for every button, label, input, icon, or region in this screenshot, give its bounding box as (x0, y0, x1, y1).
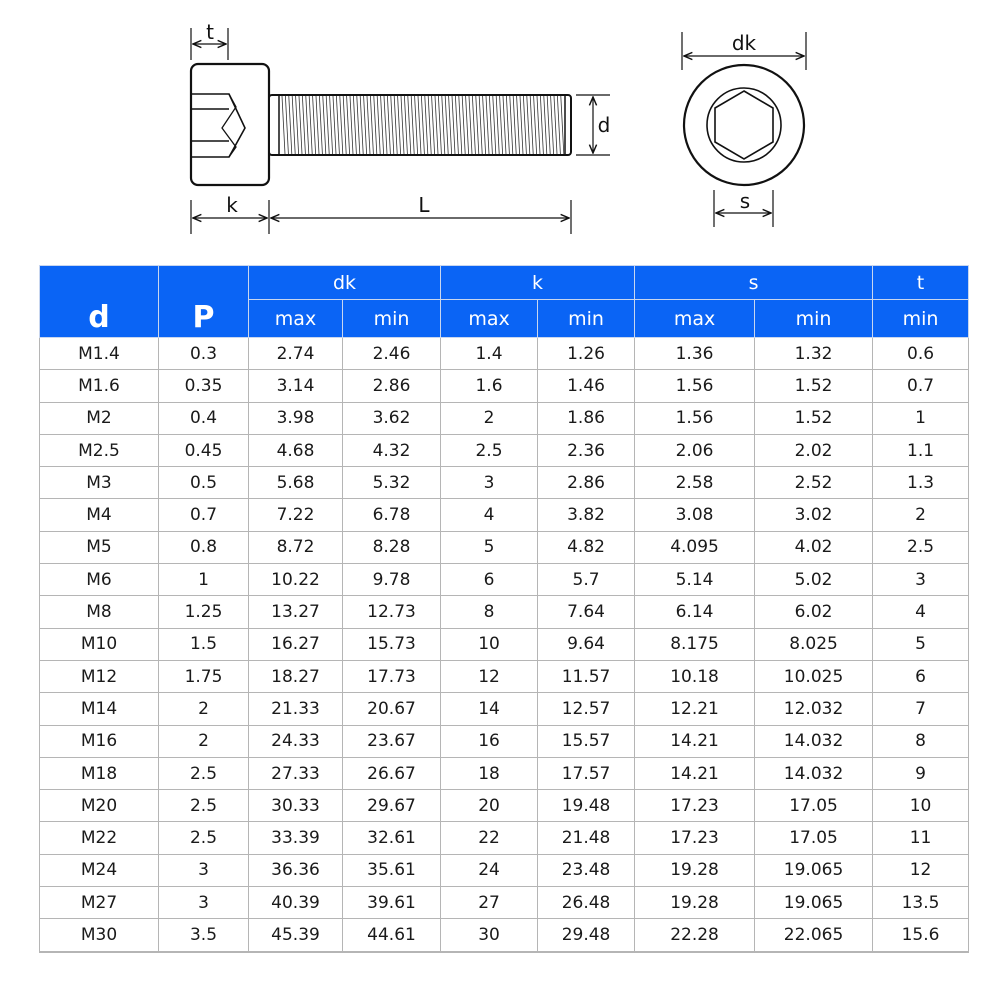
table-cell: 11 (873, 822, 969, 854)
table-cell: 32.61 (343, 822, 441, 854)
table-cell: 14 (441, 693, 538, 725)
table-row (40, 887, 969, 919)
table-row (40, 596, 969, 628)
dim-label-L: L (418, 193, 430, 217)
table-cell: 4.02 (755, 531, 873, 563)
table-cell: M1.4 (40, 338, 159, 370)
table-cell: 2.5 (159, 757, 249, 789)
table-cell: 3.14 (249, 370, 343, 402)
table-cell: 23.48 (538, 854, 635, 886)
table-cell: 40.39 (249, 887, 343, 919)
table-cell: M30 (40, 919, 159, 952)
table-cell: 27 (441, 887, 538, 919)
table-cell: 10 (873, 790, 969, 822)
table-cell: 4 (873, 596, 969, 628)
table-cell: 2.86 (538, 467, 635, 499)
table-cell: 5.02 (755, 564, 873, 596)
table-cell: 0.3 (159, 338, 249, 370)
header-dk: dk (249, 266, 441, 300)
table-cell: 2.36 (538, 434, 635, 466)
table-cell: 1.32 (755, 338, 873, 370)
table-cell: 3.5 (159, 919, 249, 952)
table-cell: 4 (441, 499, 538, 531)
table-cell: 1.3 (873, 467, 969, 499)
table-cell: 5.32 (343, 467, 441, 499)
table-cell: 17.57 (538, 757, 635, 789)
table-cell: M1.6 (40, 370, 159, 402)
table-cell: 5 (441, 531, 538, 563)
table-cell: 19.065 (755, 854, 873, 886)
table-cell: 19.48 (538, 790, 635, 822)
table-cell: 2.5 (159, 822, 249, 854)
table-cell: 3.82 (538, 499, 635, 531)
table-row (40, 854, 969, 886)
table-cell: 0.4 (159, 402, 249, 434)
table-cell: 3 (873, 564, 969, 596)
table-cell: 21.33 (249, 693, 343, 725)
table-cell: 13.27 (249, 596, 343, 628)
table-cell: 8 (873, 725, 969, 757)
table-cell: 3.62 (343, 402, 441, 434)
table-cell: 13.5 (873, 887, 969, 919)
table-cell: 12.21 (635, 693, 755, 725)
table-cell: 1.86 (538, 402, 635, 434)
table-cell: 3.98 (249, 402, 343, 434)
table-cell: 10.22 (249, 564, 343, 596)
table-cell: 10.025 (755, 660, 873, 692)
table-cell: 15.73 (343, 628, 441, 660)
header-k: k (441, 266, 635, 300)
table-cell: 1.1 (873, 434, 969, 466)
table-cell: M22 (40, 822, 159, 854)
table-row (40, 660, 969, 692)
table-cell: 1.56 (635, 402, 755, 434)
table-cell: 29.48 (538, 919, 635, 952)
table-cell: 8.28 (343, 531, 441, 563)
table-cell: 26.67 (343, 757, 441, 789)
dim-label-dk: dk (731, 31, 757, 55)
table-row (40, 757, 969, 789)
bolt-drawing (0, 0, 1000, 250)
table-row (40, 790, 969, 822)
table-cell: 14.032 (755, 725, 873, 757)
table-cell: 6.02 (755, 596, 873, 628)
table-cell: M2.5 (40, 434, 159, 466)
table-cell: M24 (40, 854, 159, 886)
table-cell: 18.27 (249, 660, 343, 692)
table-cell: 2 (159, 725, 249, 757)
table-cell: 8.72 (249, 531, 343, 563)
table-cell: 12 (873, 854, 969, 886)
table-cell: 2 (873, 499, 969, 531)
table-cell: 26.48 (538, 887, 635, 919)
table-cell: 5 (873, 628, 969, 660)
table-cell: 39.61 (343, 887, 441, 919)
table-cell: M6 (40, 564, 159, 596)
header-t-min: min (873, 300, 969, 338)
table-cell: 36.36 (249, 854, 343, 886)
table-cell: 3.08 (635, 499, 755, 531)
table-cell: 1 (159, 564, 249, 596)
bolt-spec-table (39, 265, 969, 953)
table-cell: 1.56 (635, 370, 755, 402)
dim-label-d: d (597, 113, 611, 137)
header-t: t (873, 266, 969, 300)
table-cell: 7.64 (538, 596, 635, 628)
table-cell: 22.28 (635, 919, 755, 952)
table-cell: M12 (40, 660, 159, 692)
table-cell: 0.5 (159, 467, 249, 499)
table-cell: 6.78 (343, 499, 441, 531)
table-cell: 35.61 (343, 854, 441, 886)
table-cell: M18 (40, 757, 159, 789)
header-s-min: min (755, 300, 873, 338)
table-row (40, 467, 969, 499)
table-cell: 30.33 (249, 790, 343, 822)
table-cell: 0.7 (159, 499, 249, 531)
table-cell: 20 (441, 790, 538, 822)
table-cell: 1.4 (441, 338, 538, 370)
table-cell: 29.67 (343, 790, 441, 822)
header-k-min: min (538, 300, 635, 338)
table-cell: 1.5 (159, 628, 249, 660)
table-cell: 6 (441, 564, 538, 596)
table-cell: 8.175 (635, 628, 755, 660)
table-row (40, 822, 969, 854)
table-cell: 3 (441, 467, 538, 499)
table-cell: 18 (441, 757, 538, 789)
table-cell: 19.28 (635, 854, 755, 886)
table-cell: 4.82 (538, 531, 635, 563)
table-cell: 0.45 (159, 434, 249, 466)
header-dk-min: min (343, 300, 441, 338)
table-cell: M3 (40, 467, 159, 499)
dim-label-t: t (206, 20, 214, 44)
table-cell: 12.57 (538, 693, 635, 725)
table-cell: 17.23 (635, 822, 755, 854)
table-cell: M14 (40, 693, 159, 725)
table-cell: 8 (441, 596, 538, 628)
table-cell: 24.33 (249, 725, 343, 757)
table-cell: 33.39 (249, 822, 343, 854)
table-cell: 1.75 (159, 660, 249, 692)
table-cell: 2.06 (635, 434, 755, 466)
table-cell: 10.18 (635, 660, 755, 692)
table-row (40, 919, 969, 952)
table-cell: 17.05 (755, 790, 873, 822)
table-cell: 17.05 (755, 822, 873, 854)
table-cell: 2.5 (441, 434, 538, 466)
table-cell: 8.025 (755, 628, 873, 660)
table-row (40, 338, 969, 370)
socket-head-side-view (191, 20, 610, 234)
table-cell: 44.61 (343, 919, 441, 952)
table-row (40, 402, 969, 434)
table-cell: 14.21 (635, 725, 755, 757)
table-cell: 2.02 (755, 434, 873, 466)
table-cell: 20.67 (343, 693, 441, 725)
table-cell: 5.68 (249, 467, 343, 499)
table-cell: 24 (441, 854, 538, 886)
table-cell: 16.27 (249, 628, 343, 660)
table-cell: 5.7 (538, 564, 635, 596)
table-cell: 1 (873, 402, 969, 434)
table-cell: 15.57 (538, 725, 635, 757)
table-row (40, 370, 969, 402)
table-cell: M4 (40, 499, 159, 531)
table-cell: 1.6 (441, 370, 538, 402)
dim-label-k: k (226, 193, 238, 217)
table-cell: 0.8 (159, 531, 249, 563)
table-cell: 14.032 (755, 757, 873, 789)
table-cell: 1.46 (538, 370, 635, 402)
table-cell: 10 (441, 628, 538, 660)
table-cell: 3 (159, 854, 249, 886)
table-cell: M27 (40, 887, 159, 919)
table-cell: 19.065 (755, 887, 873, 919)
table-cell: 22 (441, 822, 538, 854)
table-row (40, 693, 969, 725)
table-cell: 7 (873, 693, 969, 725)
table-cell: 9.64 (538, 628, 635, 660)
table-cell: 1.52 (755, 402, 873, 434)
table-cell: 2.58 (635, 467, 755, 499)
table-cell: 12 (441, 660, 538, 692)
dim-label-s: s (739, 189, 751, 213)
table-cell: 9 (873, 757, 969, 789)
table-cell: 27.33 (249, 757, 343, 789)
table-cell: 5.14 (635, 564, 755, 596)
table-cell: 23.67 (343, 725, 441, 757)
socket-head-top-view (682, 31, 806, 227)
table-cell: 2 (159, 693, 249, 725)
table-cell: 3 (159, 887, 249, 919)
table-cell: M8 (40, 596, 159, 628)
table-cell: 6 (873, 660, 969, 692)
table-row (40, 725, 969, 757)
table-cell: 12.032 (755, 693, 873, 725)
table-cell: 14.21 (635, 757, 755, 789)
table-row (40, 499, 969, 531)
table-cell: 4.095 (635, 531, 755, 563)
table-cell: 16 (441, 725, 538, 757)
table-cell: 21.48 (538, 822, 635, 854)
header-dk-max: max (249, 300, 343, 338)
table-cell: M16 (40, 725, 159, 757)
table-row (40, 564, 969, 596)
table-cell: 0.7 (873, 370, 969, 402)
table-cell: 2.74 (249, 338, 343, 370)
table-cell: 1.25 (159, 596, 249, 628)
table-cell: 6.14 (635, 596, 755, 628)
table-cell: 2.46 (343, 338, 441, 370)
table-cell: 17.23 (635, 790, 755, 822)
table-cell: 2.52 (755, 467, 873, 499)
table-cell: M5 (40, 531, 159, 563)
table-cell: 4.32 (343, 434, 441, 466)
header-k-max: max (441, 300, 538, 338)
table-cell: M2 (40, 402, 159, 434)
table-row (40, 434, 969, 466)
table-row (40, 628, 969, 660)
table-cell: 4.68 (249, 434, 343, 466)
table-cell: 11.57 (538, 660, 635, 692)
table-cell: 2.86 (343, 370, 441, 402)
header-d: d (40, 266, 159, 338)
table-cell: 17.73 (343, 660, 441, 692)
table-cell: 19.28 (635, 887, 755, 919)
table-cell: 45.39 (249, 919, 343, 952)
table-cell: M20 (40, 790, 159, 822)
table-cell: 2.5 (873, 531, 969, 563)
bolt-diagram (0, 0, 1000, 250)
table-cell: 0.35 (159, 370, 249, 402)
table-body (40, 338, 969, 952)
header-s: s (635, 266, 873, 300)
table-cell: 12.73 (343, 596, 441, 628)
table-cell: 2.5 (159, 790, 249, 822)
table-cell: 2 (441, 402, 538, 434)
table-cell: 0.6 (873, 338, 969, 370)
table-cell: 1.26 (538, 338, 635, 370)
table-cell: 22.065 (755, 919, 873, 952)
table-cell: 7.22 (249, 499, 343, 531)
table-cell: 1.36 (635, 338, 755, 370)
header-p: P (159, 266, 249, 338)
table-cell: 9.78 (343, 564, 441, 596)
table-cell: 1.52 (755, 370, 873, 402)
table-cell: M10 (40, 628, 159, 660)
table-cell: 15.6 (873, 919, 969, 952)
table-row (40, 531, 969, 563)
table-cell: 30 (441, 919, 538, 952)
table-header (40, 266, 969, 338)
header-s-max: max (635, 300, 755, 338)
table-cell: 3.02 (755, 499, 873, 531)
